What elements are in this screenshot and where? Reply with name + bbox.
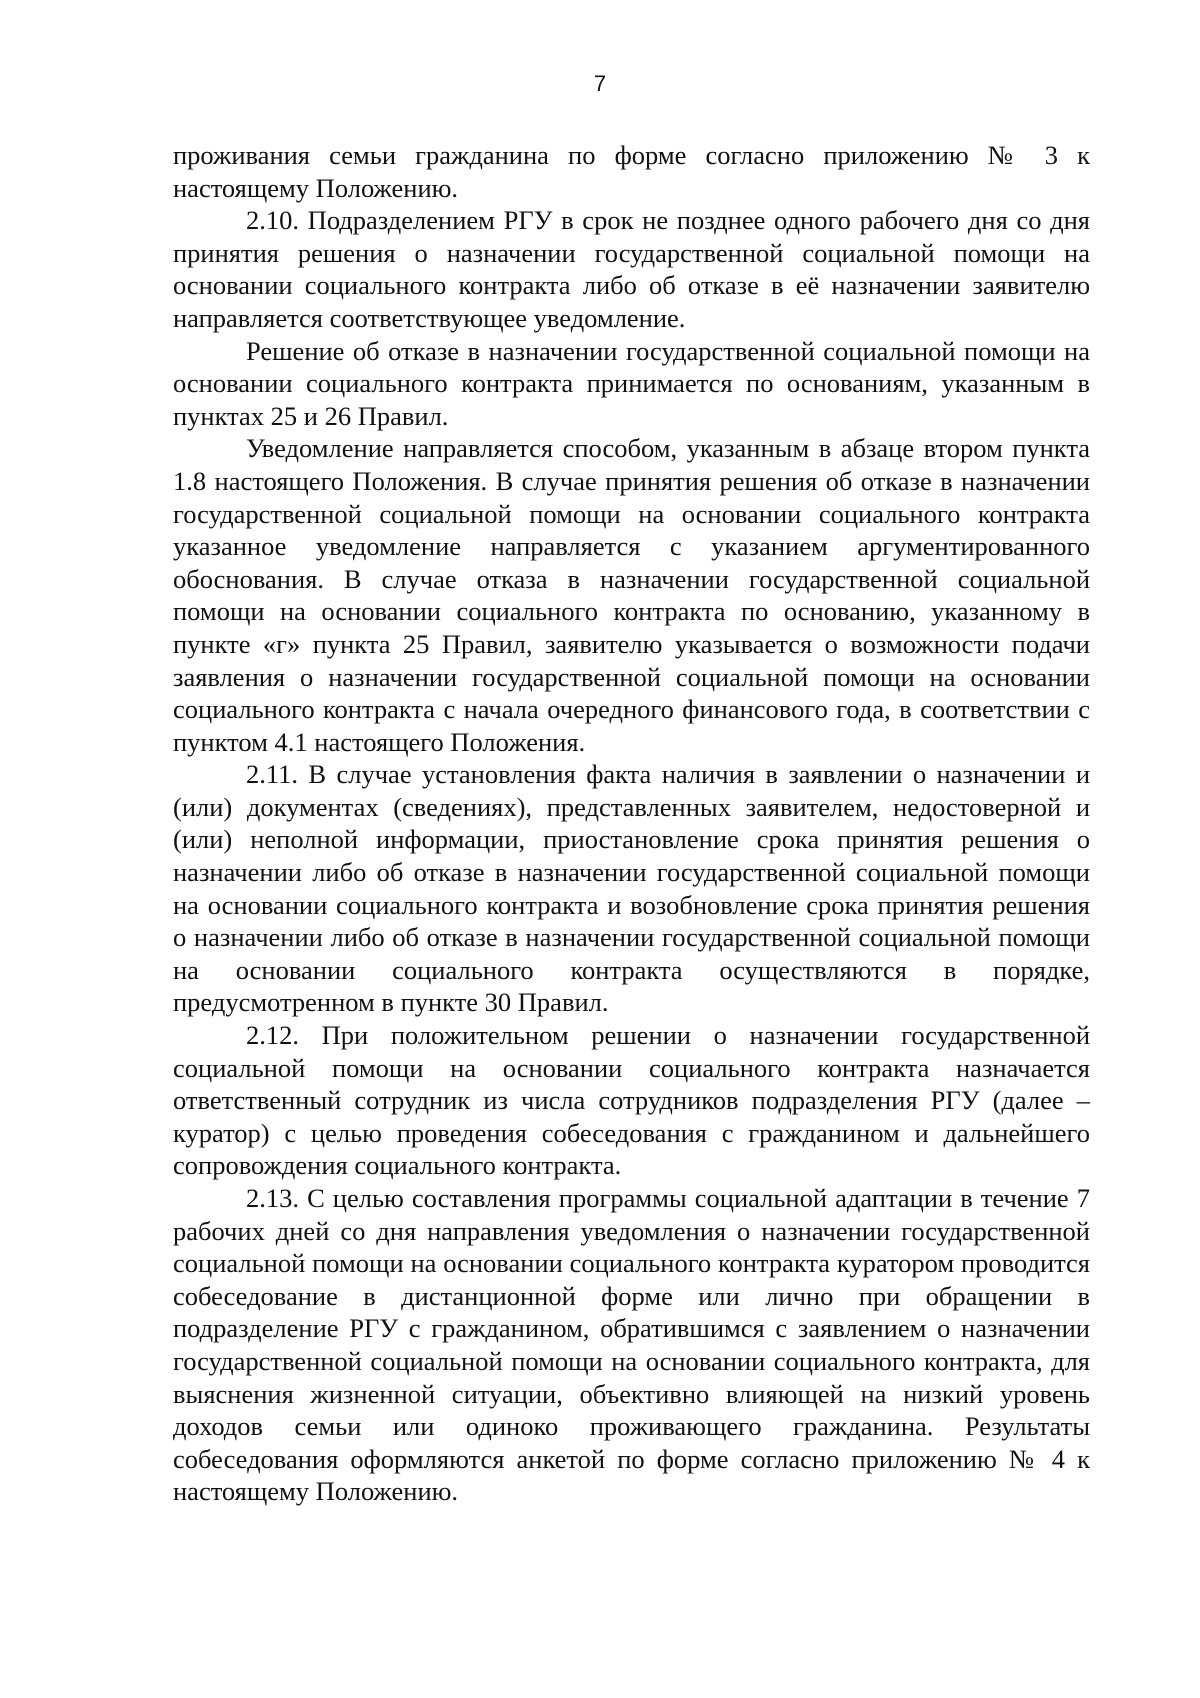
paragraph-2-11: 2.11. В случае установления факта наличия в заявлении о назначении и (или) документах (сведениях), представленных заявителем, недостоверной и (или) неполной информации, приостановление срока принятия решения о назначении либо об отказе в назначении государственной социальной помощи на основании социального контракта и возобновление срока принятия решения о назначении либо об отказе в назначении государственной социальной помощи на основании социального контракта осуществляются в порядке, предусмотренном в пункте 30 Правил. — [173, 759, 1090, 1018]
paragraph-continuation: проживания семьи гражданина по форме согласно приложению № 3 к настоящему Положению. — [173, 140, 1090, 203]
paragraph-refusal-decision: Решение об отказе в назначении государственной социальной помощи на основании социального контракта принимается по основаниям, указанным в пунктах 25 и 26 Правил. — [173, 335, 1090, 431]
page-number: 7 — [593, 71, 607, 96]
paragraph-2-12: 2.12. При положительном решении о назначении государственной социальной помощи на основании социального контракта назначается ответственный сотрудник из числа сотрудников подразделения РГУ (далее – куратор) с целью проведения собеседования с гражданином и дальнейшего сопровождения социального контракта. — [173, 1020, 1090, 1181]
paragraph-2-10: 2.10. Подразделением РГУ в срок не позднее одного рабочего дня со дня принятия решения о назначении государственной социальной помощи на основании социального контракта либо об отказе в её назначении заявителю направляется соответствующее уведомление. — [173, 205, 1090, 333]
paragraph-notification: Уведомление направляется способом, указанным в абзаце втором пункта 1.8 настоящего Положения. В случае принятия решения об отказе в назначении государственной социальной помощи на основании социального контракта указанное уведомление направляется с указанием аргументированного обоснования. В случае отказа в назначении государственной социальной помощи на основании социального контракта по основанию, указанному в пункте «г» пункта 25 Правил, заявителю указывается о возможности подачи заявления о назначении государственной социальной помощи на основании социального контракта с начала очередного финансового года, в соответствии с пунктом 4.1 настоящего Положения. — [173, 433, 1090, 757]
paragraph-2-13: 2.13. С целью составления программы социальной адаптации в течение 7 рабочих дней со дня направления уведомления о назначении государственной социальной помощи на основании социального контракта куратором проводится собеседование в дистанционной форме или лично при обращении в подразделение РГУ с гражданином, обратившимся с заявлением о назначении государственной социальной помощи на основании социального контракта, для выяснения жизненной ситуации, объективно влияющей на низкий уровень доходов семьи или одиноко проживающего гражданина. Результаты собеседования оформляются анкетой по форме согласно приложению № 4 к настоящему Положению. — [173, 1183, 1090, 1507]
document-body — [173, 139, 1090, 1508]
